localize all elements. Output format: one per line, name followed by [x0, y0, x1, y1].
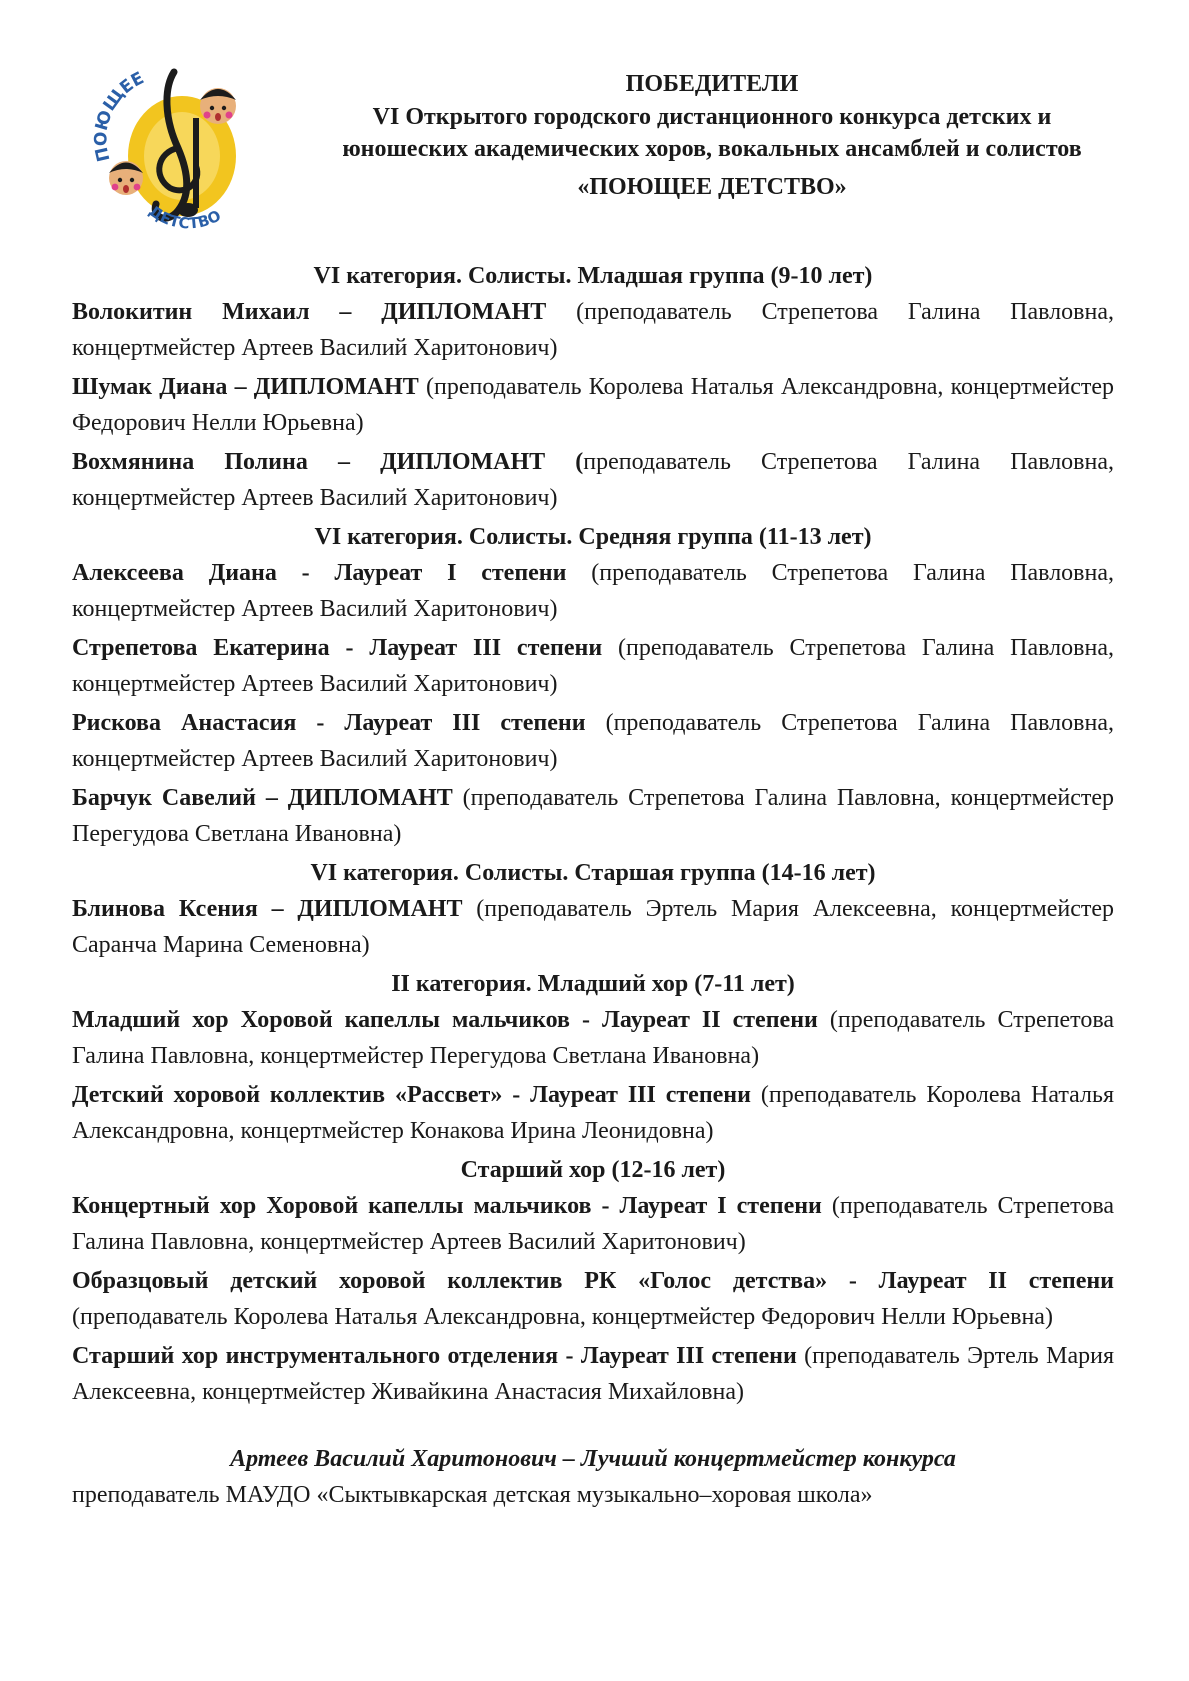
winner-name-award: Старший хор инструментального отделения - Лауреат III степени	[72, 1343, 797, 1369]
winner-entry	[72, 1002, 1114, 1074]
winner-details: (преподаватель Королева Наталья Александровна, концертмейстер Федорович Нелли Юрьевна)	[72, 374, 1114, 436]
winner-entry	[72, 369, 1114, 441]
winner-details: (преподаватель Королева Наталья Александровна, концертмейстер Конакова Ирина Леонидовна)	[72, 1082, 1115, 1144]
logo-text-top: ПОЮЩЕЕ	[91, 68, 148, 164]
winner-entry	[72, 630, 1114, 702]
winner-name-award: Образцовый детский хоровой коллектив РК «Голос детства» - Лауреат II степени	[72, 1268, 1114, 1294]
winner-entry	[72, 555, 1114, 627]
logo-text-bottom: ДЕТСТВО	[145, 201, 224, 233]
winner-details: (преподаватель Стрепетова Галина Павловна, концертмейстер Артеев Василий Харитонович)	[72, 299, 1114, 361]
winner-entry	[72, 1077, 1114, 1149]
winner-name-award: Концертный хор Хоровой капеллы мальчиков - Лауреат I степени	[72, 1193, 822, 1219]
winner-name-award: Блинова Ксения – ДИПЛОМАНТ	[72, 896, 463, 922]
winner-name-award: Рискова Анастасия - Лауреат III степени	[72, 710, 586, 736]
winner-name-award: Стрепетова Екатерина - Лауреат III степени	[72, 635, 603, 661]
winner-name-award: Алексеева Диана - Лауреат I степени	[72, 560, 567, 586]
winner-details: (преподаватель Стрепетова Галина Павловна, концертмейстер Перегудова Светлана Ивановна)	[72, 785, 1114, 847]
winner-entry	[72, 1188, 1114, 1260]
winner-details: (преподаватель Стрепетова Галина Павловна, концертмейстер Перегудова Светлана Ивановна)	[72, 1007, 1115, 1069]
winner-details: (преподаватель Стрепетова Галина Павловна, концертмейстер Артеев Василий Харитонович)	[72, 560, 1115, 622]
contest-logo	[78, 48, 268, 238]
best-accompanist: Артеев Василий Харитонович – Лучший концертмейстер конкурса	[230, 1446, 956, 1472]
contest-name: «ПОЮЩЕЕ ДЕТСТВО»	[577, 174, 847, 200]
category-heading: VI категория. Солисты. Старшая группа (14-16 лет)	[310, 860, 876, 886]
school-line: преподаватель МАУДО «Сыктывкарская детская музыкально–хоровая школа»	[72, 1482, 873, 1508]
results-list	[72, 258, 1114, 1513]
winner-name-award: Детский хоровой коллектив «Рассвет» - Лауреат III степени	[72, 1082, 751, 1108]
winner-entry	[72, 444, 1114, 516]
document-header	[262, 68, 1162, 204]
winner-details: (преподаватель Королева Наталья Александровна, концертмейстер Федорович Нелли Юрьевна)	[72, 1304, 1053, 1330]
category-heading: Старший хор (12-16 лет)	[460, 1157, 726, 1183]
winner-details: преподаватель Стрепетова Галина Павловна, концертмейстер Артеев Василий Харитонович)	[72, 449, 1115, 511]
winner-details: (преподаватель Стрепетова Галина Павловна, концертмейстер Артеев Василий Харитонович)	[72, 635, 1114, 697]
winner-details: (преподаватель Стрепетова Галина Павловна, концертмейстер Артеев Василий Харитонович)	[72, 710, 1114, 772]
category-heading: VI категория. Солисты. Средняя группа (11-13 лет)	[314, 524, 872, 550]
header-line-1: VI Открытого городского дистанционного конкурса детских и	[372, 104, 1052, 130]
winner-entry	[72, 780, 1114, 852]
category-heading: VI категория. Солисты. Младшая группа (9-10 лет)	[313, 263, 873, 289]
header-line-2: юношеских академических хоров, вокальных ансамблей и солистов	[342, 136, 1082, 162]
winner-entry	[72, 1263, 1114, 1335]
winner-details: (преподаватель Стрепетова Галина Павловна, концертмейстер Артеев Василий Харитонович)	[72, 1193, 1114, 1255]
winner-details: (преподаватель Эртель Мария Алексеевна, концертмейстер Живайкина Анастасия Михайловна)	[72, 1343, 1115, 1405]
winner-entry	[72, 294, 1114, 366]
spacer	[72, 1413, 1114, 1441]
page-title: ПОБЕДИТЕЛИ	[625, 71, 799, 97]
winner-name-award: Барчук Савелий – ДИПЛОМАНТ	[72, 785, 453, 811]
winner-entry	[72, 1338, 1114, 1410]
winner-name-award: Шумак Диана – ДИПЛОМАНТ	[72, 374, 419, 400]
winner-details: (преподаватель Эртель Мария Алексеевна, концертмейстер Саранча Марина Семеновна)	[72, 896, 1114, 958]
category-heading: II категория. Младший хор (7-11 лет)	[391, 971, 795, 997]
winner-name-award: Вохмянина Полина – ДИПЛОМАНТ (	[72, 449, 584, 475]
winner-entry	[72, 891, 1114, 963]
winner-name-award: Волокитин Михаил – ДИПЛОМАНТ	[72, 299, 547, 325]
treble-clef-with-children-icon	[78, 48, 268, 238]
winner-name-award: Младший хор Хоровой капеллы мальчиков - Лауреат II степени	[72, 1007, 818, 1033]
winner-entry	[72, 705, 1114, 777]
